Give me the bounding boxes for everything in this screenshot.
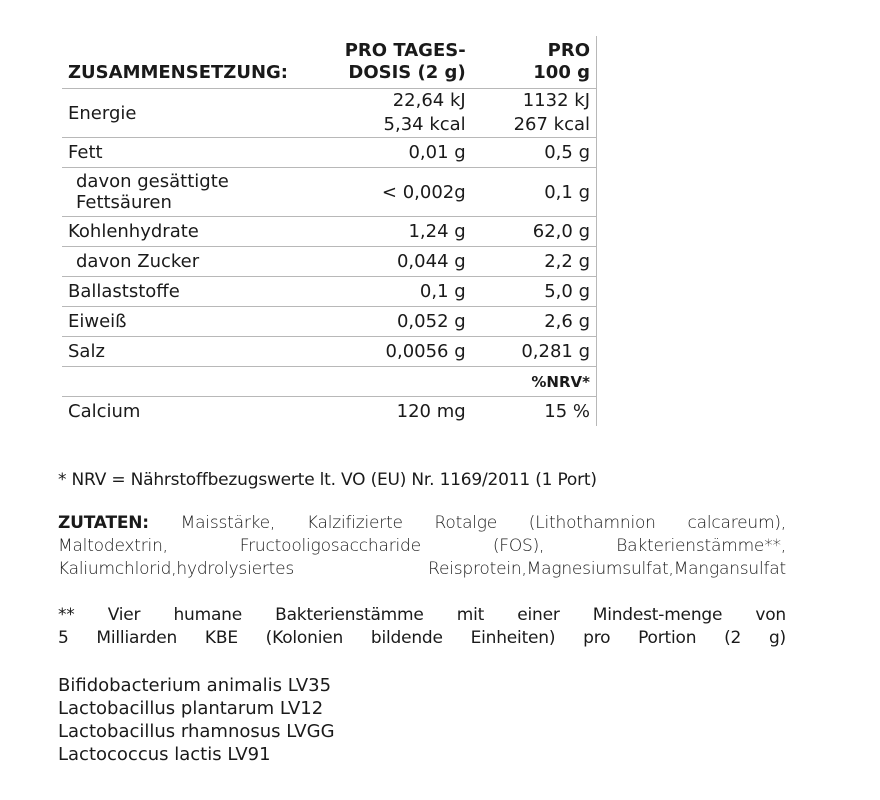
row-label: Fett — [62, 138, 312, 168]
row-per100: 0,1 g — [472, 168, 597, 217]
row-label: Salz — [62, 337, 312, 367]
energy-dose-kj: 22,64 kJ — [392, 90, 466, 111]
row-per100: 5,0 g — [472, 277, 597, 307]
ingredients-block — [58, 512, 786, 581]
energy-per100 — [472, 89, 597, 138]
row-label: davon Zucker — [62, 247, 312, 277]
row-dose: 0,052 g — [312, 307, 472, 337]
row-dose: 0,0056 g — [312, 337, 472, 367]
energy-per100-kj: 1132 kJ — [522, 90, 590, 111]
row-per100: 2,2 g — [472, 247, 597, 277]
header-per-dose-line2: DOSIS (2 g) — [348, 62, 466, 83]
nrv-header: %NRV* — [472, 367, 597, 397]
row-dose: 0,044 g — [312, 247, 472, 277]
row-label: Eiweiß — [62, 307, 312, 337]
header-per-100-line1: PRO — [547, 40, 590, 61]
header-per-dose — [312, 36, 472, 89]
energy-dose — [312, 89, 472, 138]
strains-note — [58, 604, 786, 650]
row-dose: 0,1 g — [312, 277, 472, 307]
header-composition: ZUSAMMENSETZUNG: — [68, 62, 288, 83]
row-per100: 62,0 g — [472, 217, 597, 247]
calcium-dose: 120 mg — [312, 397, 472, 427]
table-row — [62, 138, 597, 168]
strains-list — [58, 674, 335, 766]
list-item: Lactobacillus rhamnosus LVGG — [58, 721, 335, 742]
table-row-calcium — [62, 397, 597, 427]
energy-per100-kcal: 267 kcal — [513, 114, 590, 135]
row-label-line1: davon gesättigte — [76, 171, 229, 192]
table-row — [62, 247, 597, 277]
strains-note-line-2: 5 Milliarden KBE (Kolonien bildende Einheiten) pro Portion (2 g) — [58, 628, 786, 648]
header-per-dose-line1: PRO TAGES- — [344, 40, 466, 61]
row-dose: 1,24 g — [312, 217, 472, 247]
row-per100: 0,281 g — [472, 337, 597, 367]
row-dose: 0,01 g — [312, 138, 472, 168]
ingredients-line-1 — [58, 512, 786, 535]
table-row — [62, 337, 597, 367]
row-dose: < 0,002g — [312, 168, 472, 217]
nutrition-table — [62, 36, 597, 426]
calcium-label: Calcium — [62, 397, 312, 427]
table-row — [62, 168, 597, 217]
ingredients-label: ZUTATEN: — [58, 513, 149, 533]
table-row — [62, 217, 597, 247]
row-label — [62, 168, 312, 217]
table-row — [62, 277, 597, 307]
table-header-row — [62, 36, 597, 89]
ingredients-line-2: Maltodextrin, Fructooligosaccharide (FOS), Bakterienstämme**, — [58, 536, 786, 556]
list-item: Bifidobacterium animalis LV35 — [58, 675, 332, 696]
row-label: Kohlenhydrate — [62, 217, 312, 247]
header-per-100 — [472, 36, 597, 89]
energy-label: Energie — [62, 89, 312, 138]
row-label-line2: Fettsäuren — [76, 192, 172, 213]
nrv-footnote: * NRV = Nährstoffbezugswerte lt. VO (EU) Nr. 1169/2011 (1 Port) — [58, 470, 597, 490]
ingredients-text-1: Maisstärke, Kalzifizierte Rotalge (Lithothamnion calcareum), — [180, 513, 786, 533]
row-label: Ballaststoffe — [62, 277, 312, 307]
table-row — [62, 307, 597, 337]
list-item: Lactobacillus plantarum LV12 — [58, 698, 324, 719]
calcium-nrv: 15 % — [472, 397, 597, 427]
strains-note-line-1: ** Vier humane Bakterienstämme mit einer Mindest-menge von — [58, 605, 786, 625]
ingredients-line-3: Kaliumchlorid,hydrolysiertes Reisprotein,Magnesiumsulfat,Mangansulfat — [58, 559, 786, 579]
header-per-100-line2: 100 g — [533, 62, 590, 83]
row-per100: 0,5 g — [472, 138, 597, 168]
table-row-energy — [62, 89, 597, 138]
nrv-header-row — [62, 367, 597, 397]
row-per100: 2,6 g — [472, 307, 597, 337]
list-item: Lactococcus lactis LV91 — [58, 744, 271, 765]
energy-dose-kcal: 5,34 kcal — [383, 114, 466, 135]
